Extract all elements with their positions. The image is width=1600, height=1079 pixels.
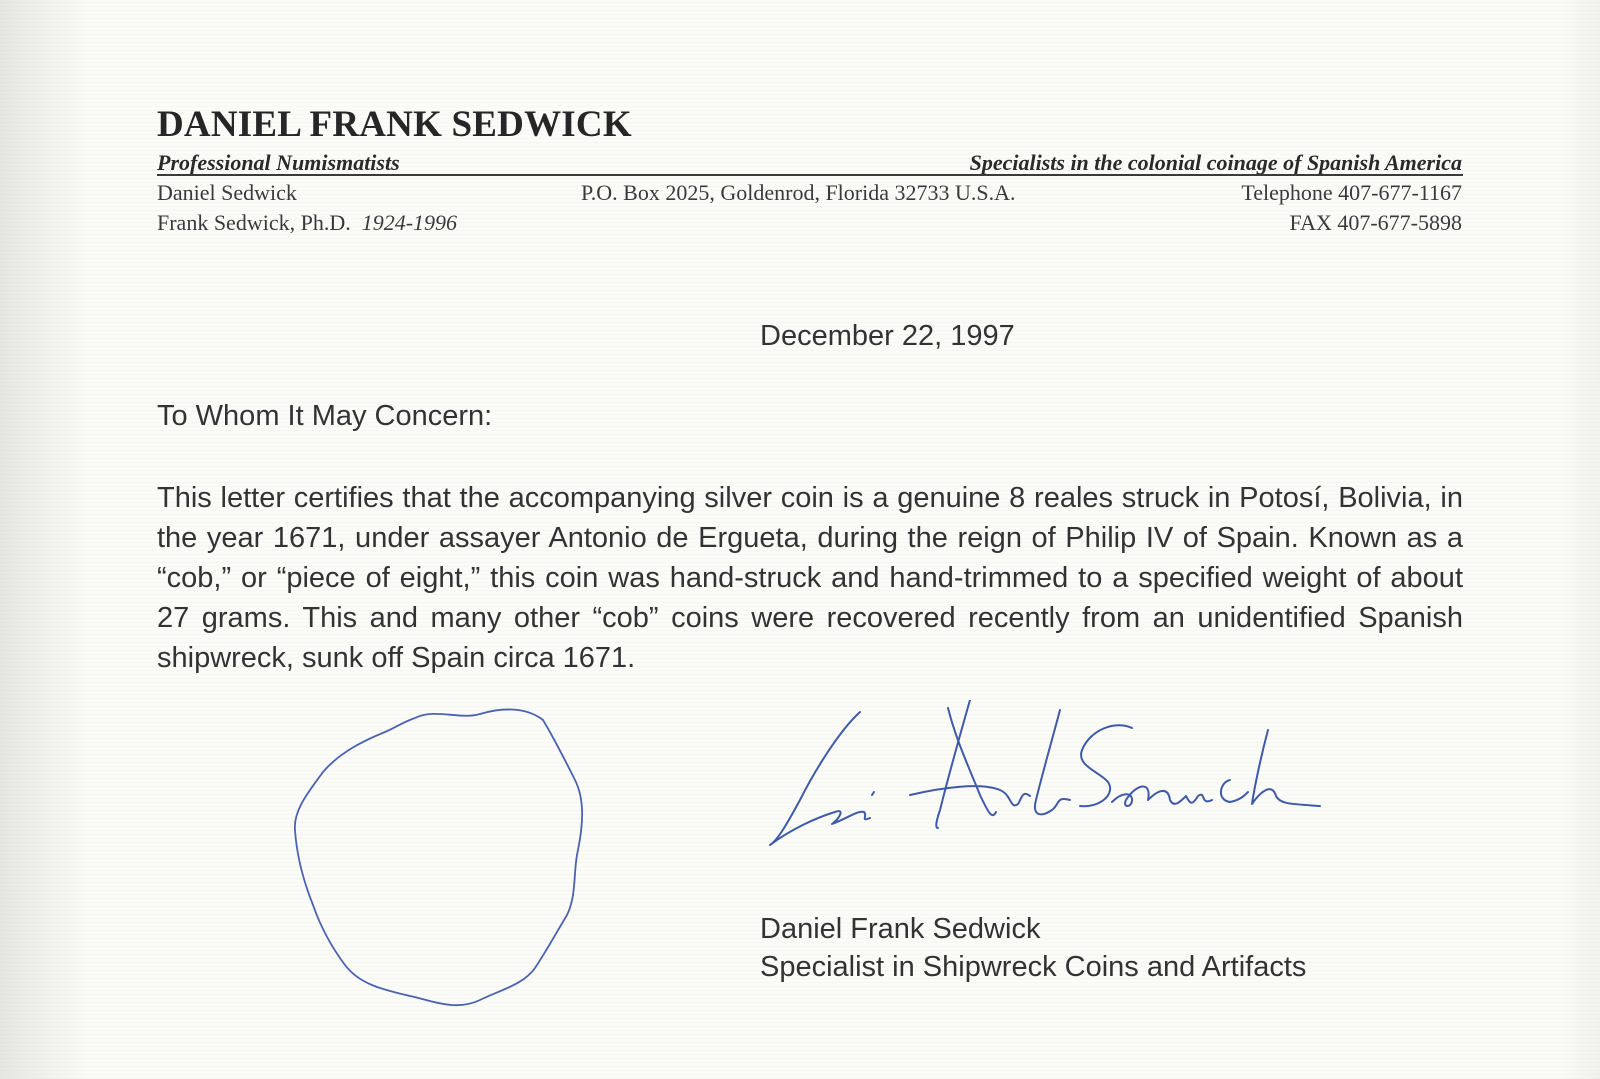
company-name: DANIEL FRANK SEDWICK — [157, 104, 632, 145]
tagline-right: Specialists in the colonial coinage of Spanish America — [969, 150, 1462, 175]
signer-title: Specialist in Shipwreck Coins and Artifacts — [760, 951, 1307, 983]
header-divider — [157, 174, 1463, 176]
letter-date: December 22, 1997 — [760, 320, 1015, 352]
letterhead-person-2 — [157, 210, 457, 236]
letter-body: This letter certifies that the accompanying silver coin is a genuine 8 reales struck in Potosí, Bolivia, in the year 1671, under assayer Antonio de Ergueta, during the reign of Philip IV of Spain. Known as a “cob,” or “piece of eight,” this coin was hand-struck and hand-trimmed to a specified weight of about 27 grams. This and many other “cob” coins were recovered recently from an unidentified Spanish shipwreck, sunk off Spain circa 1671. — [157, 482, 1463, 674]
letterhead-fax: FAX 407-677-5898 — [1289, 210, 1462, 235]
letterhead-person-2-name: Frank Sedwick, Ph.D. — [157, 210, 351, 235]
letterhead-person-1: Daniel Sedwick — [157, 180, 297, 205]
tagline-left: Professional Numismatists — [157, 150, 400, 175]
coin-outline-drawing — [285, 700, 615, 1030]
signer-name: Daniel Frank Sedwick — [760, 913, 1041, 945]
letterhead-person-2-dates: 1924-1996 — [361, 210, 458, 235]
handwritten-signature — [760, 700, 1360, 880]
salutation: To Whom It May Concern: — [157, 400, 493, 432]
letterhead-telephone: Telephone 407-677-1167 — [1241, 180, 1462, 205]
coin-outline-path — [295, 709, 582, 1005]
letterhead-address: P.O. Box 2025, Goldenrod, Florida 32733 U.S.A. — [581, 180, 1016, 205]
